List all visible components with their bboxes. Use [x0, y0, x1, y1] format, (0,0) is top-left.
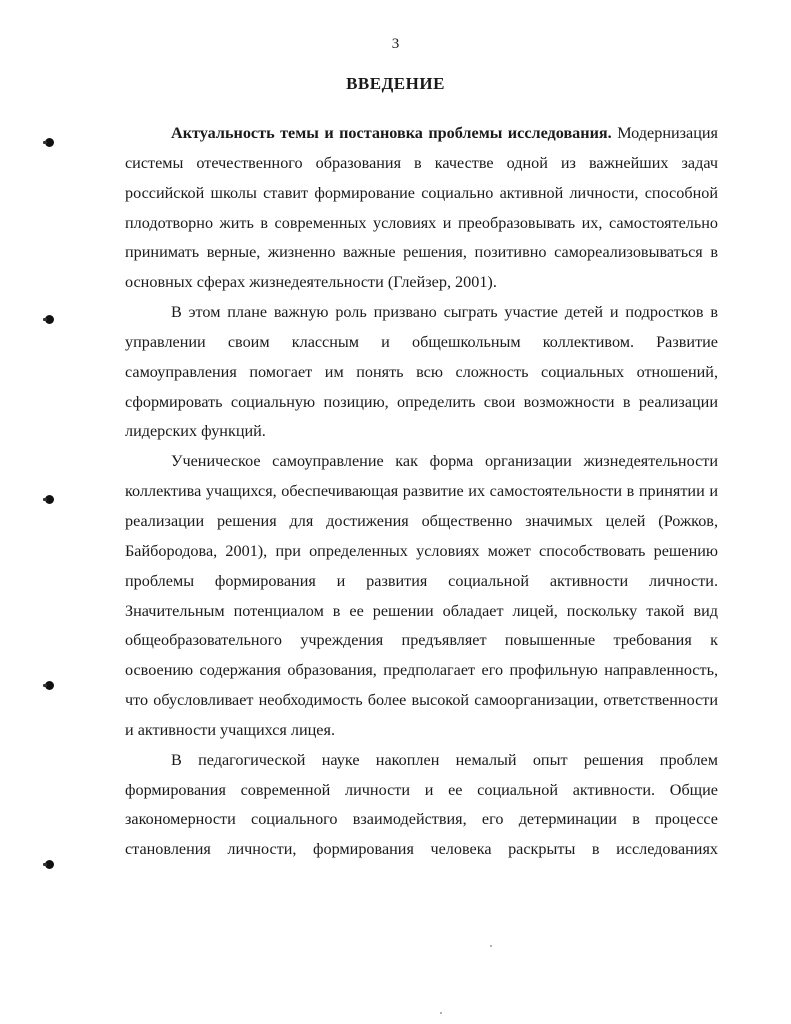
binder-hole-mark [45, 138, 54, 147]
binder-hole-mark [45, 495, 54, 504]
paragraph-1 [125, 119, 718, 298]
page-number: 3 [391, 36, 400, 52]
scan-speck [440, 1012, 442, 1014]
paragraph-1-lead: Актуальность темы и постановка проблемы исследования. [171, 124, 612, 142]
binder-hole-mark [45, 860, 54, 869]
document-body [125, 119, 718, 865]
section-heading: ВВЕДЕНИЕ [346, 74, 445, 93]
paragraph-4: В педагогической науке накоплен немалый опыт решения проблем формирования современной личности и ее социальной активности. Общие закономерности социального взаимодействия, его детерминации в процессе становления личности, формирования человека раскрыты в исследованиях [125, 750, 718, 859]
paragraph-3: Ученическое самоуправление как форма организации жизнедеятельности коллектива учащихся, обеспечивающая развитие их самостоятельности в принятии и реализации решения для достижения общественно значимых целей (Рожков, Байбородова, 2001), при определенных условиях может способствовать решению проблемы формирования и развития социальной активности личности. Значительным потенциалом в ее решении обладает лицей, поскольку такой вид общеобразовательного учреждения предъявляет повышенные требования к освоению содержания образования, предполагает его профильную направленность, что обусловливает необходимость более высокой самоорганизации, ответственности и активности учащихся лицея. [125, 452, 718, 739]
binder-hole-mark [45, 681, 54, 690]
paragraph-1-text: Модернизация системы отечественного образования в качестве одной из важнейших задач российской школы ставит формирование социально активной личности, способной плодотворно жить в современных условиях и преобразовывать их, самостоятельно принимать верные, жизненно важные решения, позитивно самореализовываться в основных сферах жизнедеятельности (Глейзер, 2001). [125, 124, 718, 292]
paragraph-2: В этом плане важную роль призвано сыграть участие детей и подростков в управлении своим классным и общешкольным коллективом. Развитие самоуправления помогает им понять всю сложность социальных отношений, сформировать социальную позицию, определить свои возможности в реализации лидерских функций. [125, 303, 718, 441]
binder-hole-mark [45, 315, 54, 324]
scan-speck [490, 945, 492, 947]
